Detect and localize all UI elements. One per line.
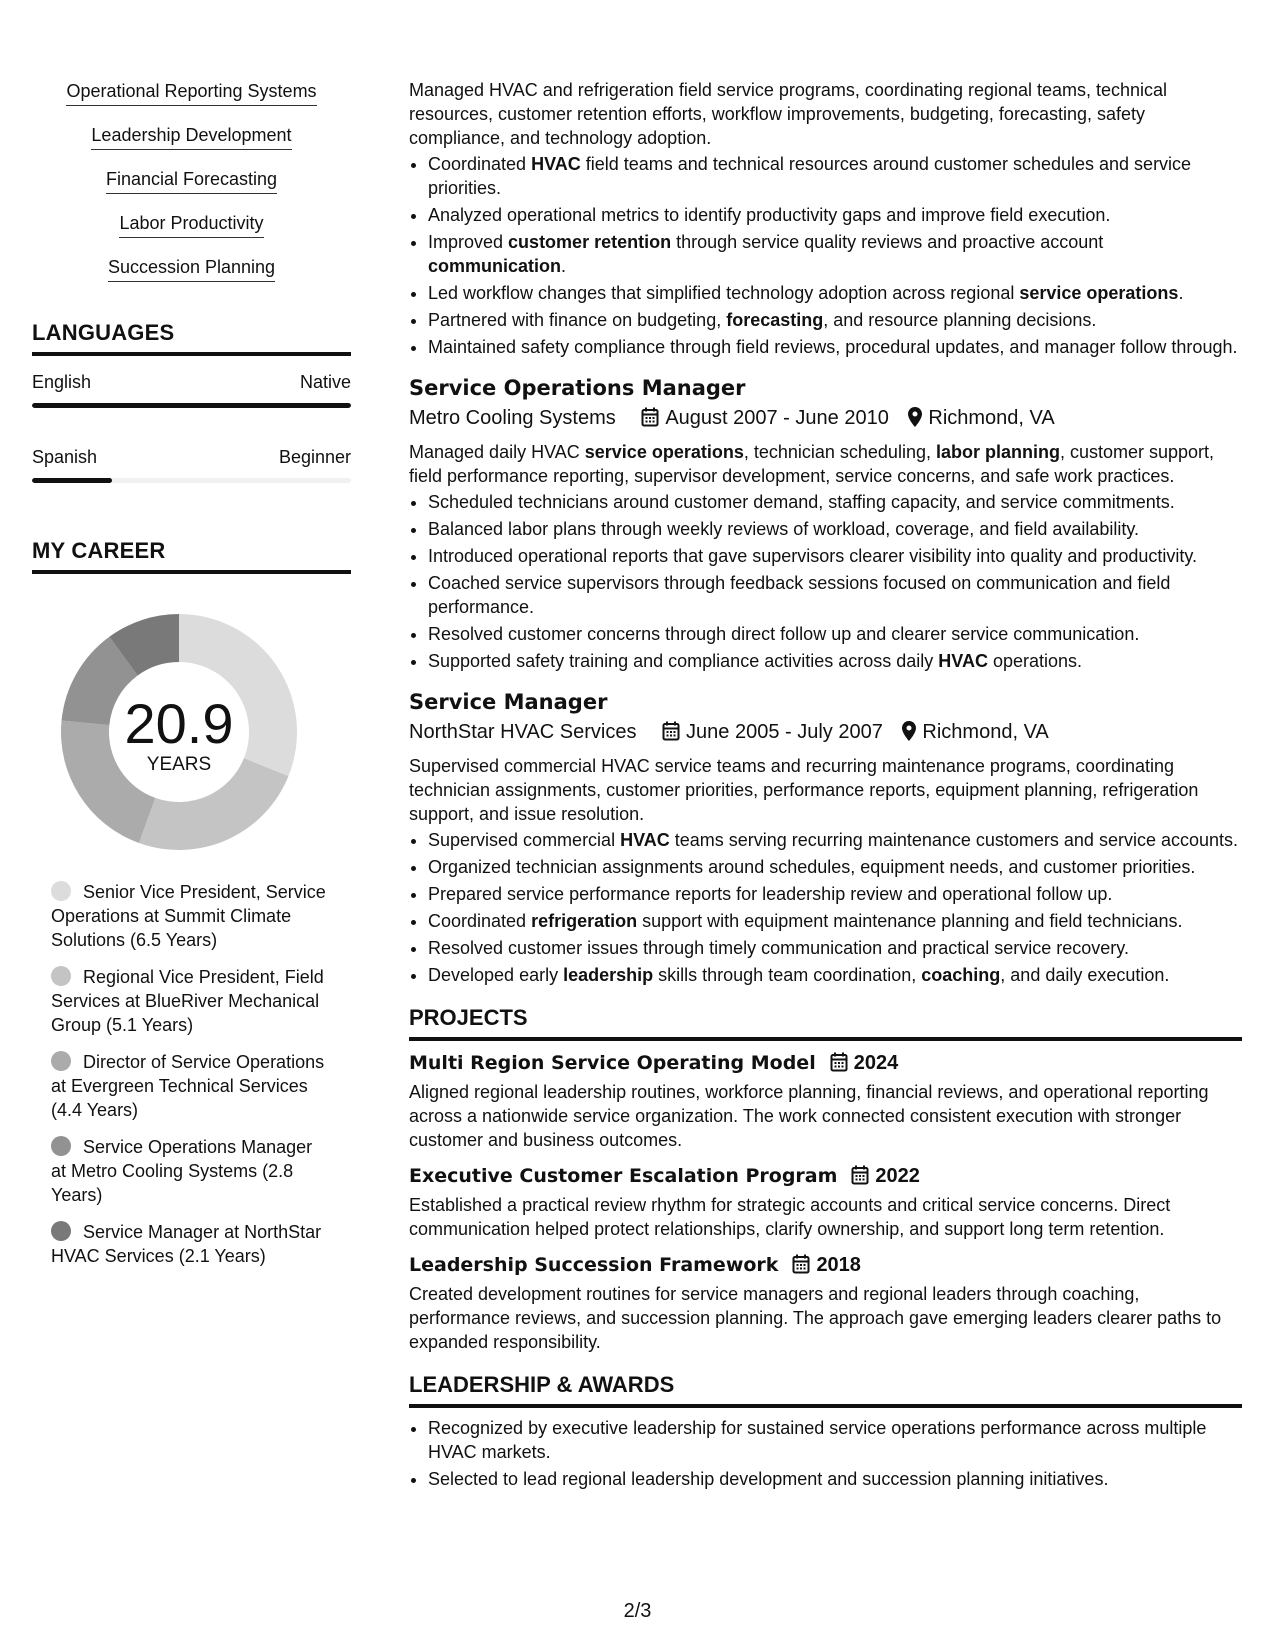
job-meta (409, 717, 1242, 750)
language-name: Spanish (32, 447, 98, 467)
job-bullet: • Coordinated refrigeration support with equipment maintenance planning and field technicians. (428, 909, 1242, 933)
career-legend-item: Service Manager at NorthStar HVAC Services (2.1 Years) (51, 1222, 322, 1266)
languages-list (32, 370, 351, 483)
main-content (409, 78, 1242, 1494)
job-bullet: • Organized technician assignments around schedules, equipment needs, and customer priorities. (428, 855, 1242, 879)
career-legend-item: Service Operations Manager at Metro Cooling Systems (2.8 Years) (51, 1137, 313, 1205)
project-year: 2018 (816, 1254, 861, 1276)
location-pin-icon (902, 720, 916, 750)
calendar-icon (662, 720, 680, 750)
job-company: NorthStar HVAC Services (409, 721, 637, 743)
language-item (32, 445, 351, 483)
project-item (409, 1162, 1242, 1241)
language-level: Beginner (278, 447, 351, 467)
career-legend-item: Director of Service Operations at Evergreen Technical Services (4.4 Years) (51, 1052, 325, 1120)
legend-dot-icon (51, 1136, 71, 1156)
language-proficiency-fill (32, 478, 112, 483)
calendar-icon (851, 1165, 869, 1193)
job-entry (409, 687, 1242, 987)
awards-list (409, 1416, 1242, 1491)
job-location: Richmond, VA (928, 407, 1055, 429)
language-name: English (32, 372, 92, 392)
job-bullet: • Partnered with finance on budgeting, forecasting, and resource planning decisions. (428, 308, 1242, 332)
project-title: Multi Region Service Operating Model (409, 1052, 816, 1074)
job-summary: Managed HVAC and refrigeration field service programs, coordinating regional teams, technical resources, customer retention efforts, workflow improvements, budgeting, forecasting, safety compliance, and technology adoption. (409, 80, 1168, 148)
job-bullet: • Maintained safety compliance through field reviews, procedural updates, and manager follow through. (428, 335, 1242, 359)
career-heading: MY CAREER (32, 538, 351, 574)
job-entry (409, 373, 1242, 673)
project-item (409, 1049, 1242, 1152)
legend-dot-icon (51, 1051, 71, 1071)
legend-dot-icon (51, 1221, 71, 1241)
sidebar (32, 78, 351, 1281)
calendar-icon (641, 406, 659, 436)
job-bullet: • Resolved customer concerns through direct follow up and clearer service communication. (428, 622, 1242, 646)
job-entry (409, 78, 1242, 359)
job-title: Service Operations Manager (409, 376, 746, 400)
skills-list (32, 78, 351, 282)
job-summary: Managed daily HVAC service operations, technician scheduling, labor planning, customer support, field performance reporting, supervisor development, service concerns, and safe work practices. (409, 442, 1215, 486)
job-bullets (409, 828, 1242, 987)
project-description: Established a practical review rhythm for strategic accounts and critical service concerns. Direct communication helped protect relationships, clarify ownership, and support long term retention. (409, 1195, 1171, 1239)
job-title: Service Manager (409, 690, 608, 714)
project-item (409, 1251, 1242, 1354)
career-total-years: 20.9 (124, 692, 234, 755)
projects-list (409, 1049, 1242, 1354)
job-bullet: • Prepared service performance reports for leadership review and operational follow up. (428, 882, 1242, 906)
career-legend-item: Regional Vice President, Field Services at BlueRiver Mechanical Group (5.1 Years) (51, 967, 324, 1035)
language-proficiency-bar (32, 403, 351, 408)
job-bullet: • Balanced labor plans through weekly reviews of workload, coverage, and field availability. (428, 517, 1242, 541)
awards-heading: LEADERSHIP & AWARDS (409, 1372, 1242, 1408)
languages-heading: LANGUAGES (32, 320, 351, 356)
legend-dot-icon (51, 881, 71, 901)
skill-item: Leadership Development (32, 122, 351, 150)
job-dates: June 2005 - July 2007 (686, 721, 883, 743)
project-description: Aligned regional leadership routines, workforce planning, financial reviews, and operational reporting across a nationwide service organization. The work connected consistent execution with stronger customer and business outcomes. (409, 1082, 1209, 1150)
project-title: Leadership Succession Framework (409, 1254, 779, 1276)
projects-heading: PROJECTS (409, 1005, 1242, 1041)
job-bullet: • Coached service supervisors through feedback sessions focused on communication and field performance. (428, 571, 1242, 619)
legend-dot-icon (51, 966, 71, 986)
language-proficiency-fill (32, 403, 351, 408)
project-year: 2022 (875, 1165, 920, 1187)
job-bullet: • Analyzed operational metrics to identify productivity gaps and improve field execution. (428, 203, 1242, 227)
career-legend (51, 880, 331, 1268)
job-bullet: • Scheduled technicians around customer demand, staffing capacity, and service commitments. (428, 490, 1242, 514)
language-item (32, 370, 351, 408)
job-bullet: • Resolved customer issues through timely communication and practical service recovery. (428, 936, 1242, 960)
project-description: Created development routines for service managers and regional leaders through coaching, performance reviews, and succession planning. The approach gave emerging leaders clearer paths to expanded responsibility. (409, 1284, 1222, 1352)
language-level: Native (299, 372, 351, 392)
job-bullet: • Supported safety training and compliance activities across daily HVAC operations. (428, 649, 1242, 673)
job-company: Metro Cooling Systems (409, 407, 616, 429)
calendar-icon (830, 1052, 848, 1080)
project-title: Executive Customer Escalation Program (409, 1165, 838, 1187)
job-bullets (409, 490, 1242, 673)
job-bullet: • Coordinated HVAC field teams and technical resources around customer schedules and service priorities. (428, 152, 1242, 200)
job-summary: Supervised commercial HVAC service teams and recurring maintenance programs, coordinating technician assignments, customer priorities, performance reports, equipment planning, refrigeration support, and issue resolution. (409, 756, 1199, 824)
career-legend-item: Senior Vice President, Service Operations at Summit Climate Solutions (6.5 Years) (51, 882, 326, 950)
skill-item: Financial Forecasting (32, 166, 351, 194)
job-bullet: • Led workflow changes that simplified technology adoption across regional service operations. (428, 281, 1242, 305)
skill-item: Labor Productivity (32, 210, 351, 238)
career-donut-chart (57, 610, 301, 854)
award-item: • Recognized by executive leadership for sustained service operations performance across multiple HVAC markets. (428, 1416, 1242, 1464)
location-pin-icon (908, 406, 922, 436)
language-proficiency-bar (32, 478, 351, 483)
page-number: 2/3 (623, 1600, 652, 1622)
job-bullet: • Improved customer retention through service quality reviews and proactive account communication. (428, 230, 1242, 278)
career-total-unit: YEARS (146, 754, 212, 775)
project-year: 2024 (853, 1052, 899, 1074)
job-bullets (409, 152, 1242, 359)
skill-item: Succession Planning (32, 254, 351, 282)
job-bullet: • Introduced operational reports that gave supervisors clearer visibility into quality and productivity. (428, 544, 1242, 568)
job-meta (409, 403, 1242, 436)
job-location: Richmond, VA (922, 721, 1049, 743)
skill-item: Operational Reporting Systems (32, 78, 351, 106)
calendar-icon (792, 1254, 810, 1282)
job-dates: August 2007 - June 2010 (665, 407, 889, 429)
award-item: • Selected to lead regional leadership development and succession planning initiatives. (428, 1467, 1242, 1491)
job-bullet: • Developed early leadership skills through team coordination, coaching, and daily execution. (428, 963, 1242, 987)
job-bullet: • Supervised commercial HVAC teams serving recurring maintenance customers and service accounts. (428, 828, 1242, 852)
